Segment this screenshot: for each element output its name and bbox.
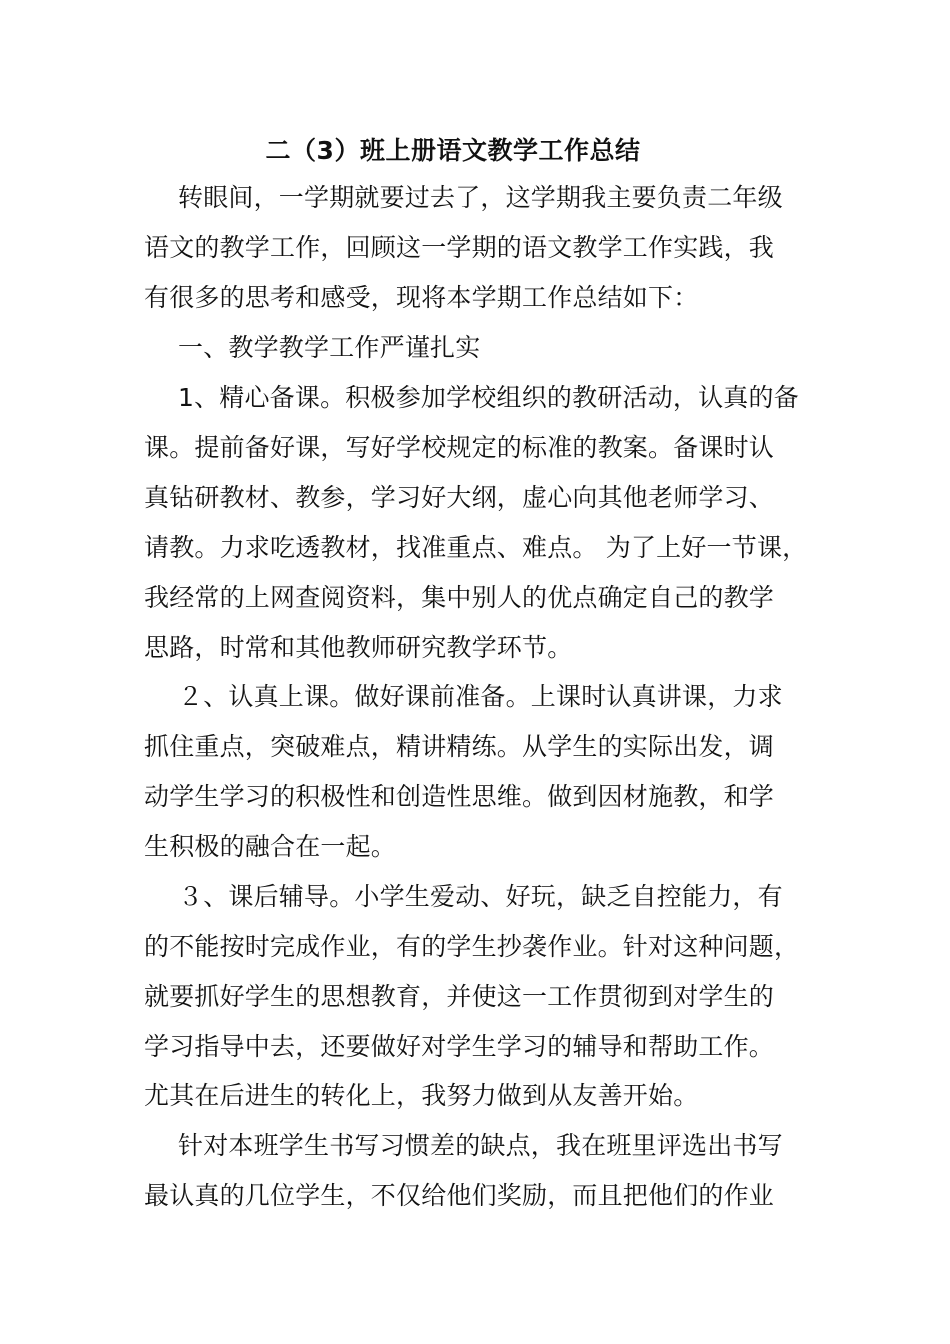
paragraph-line: 转眼间，一学期就要过去了，这学期我主要负责二年级 — [178, 183, 783, 212]
paragraph-line: 最认真的几位学生，不仅给他们奖励，而且把他们的作业 — [144, 1181, 775, 1210]
paragraph-line: 有很多的思考和感受，现将本学期工作总结如下： — [144, 283, 699, 312]
paragraph-line: 我经常的上网查阅资料，集中别人的优点确定自己的教学 — [144, 583, 775, 612]
paragraph-line: 1、精心备课。积极参加学校组织的教研活动，认真的备 — [178, 383, 799, 412]
paragraph-line: 语文的教学工作，回顾这一学期的语文教学工作实践，我 — [144, 233, 775, 262]
paragraph-line: 真钻研教材、教参，学习好大纲，虚心向其他老师学习、 — [144, 483, 775, 512]
section-heading: 一、教学教学工作严谨扎实 — [178, 333, 481, 362]
paragraph-line: 思路，时常和其他教师研究教学环节。 — [144, 633, 573, 662]
paragraph-line: ２、认真上课。做好课前准备。上课时认真讲课，力求 — [178, 682, 783, 711]
paragraph-line: 学习指导中去，还要做好对学生学习的辅导和帮助工作。 — [144, 1032, 775, 1061]
paragraph-line: 尤其在后进生的转化上，我努力做到从友善开始。 — [144, 1081, 699, 1110]
paragraph-line: 就要抓好学生的思想教育，并使这一工作贯彻到对学生的 — [144, 982, 775, 1011]
paragraph-line: 生积极的融合在一起。 — [144, 832, 397, 861]
paragraph-line: 针对本班学生书写习惯差的缺点，我在班里评选出书写 — [178, 1131, 783, 1160]
paragraph-line: ３、课后辅导。小学生爱动、好玩，缺乏自控能力，有 — [178, 882, 783, 911]
paragraph-line: 抓住重点，突破难点，精讲精练。从学生的实际出发，调 — [144, 732, 775, 761]
paragraph-line: 课。提前备好课，写好学校规定的标准的教案。备课时认 — [144, 433, 775, 462]
paragraph-line: 请教。力求吃透教材，找准重点、难点。 为了上好一节课， — [144, 533, 808, 562]
document-title: 二（3）班上册语文教学工作总结 — [265, 136, 641, 165]
paragraph-line: 的不能按时完成作业，有的学生抄袭作业。针对这种问题， — [144, 932, 800, 961]
paragraph-line: 动学生学习的积极性和创造性思维。做到因材施教，和学 — [144, 782, 775, 811]
